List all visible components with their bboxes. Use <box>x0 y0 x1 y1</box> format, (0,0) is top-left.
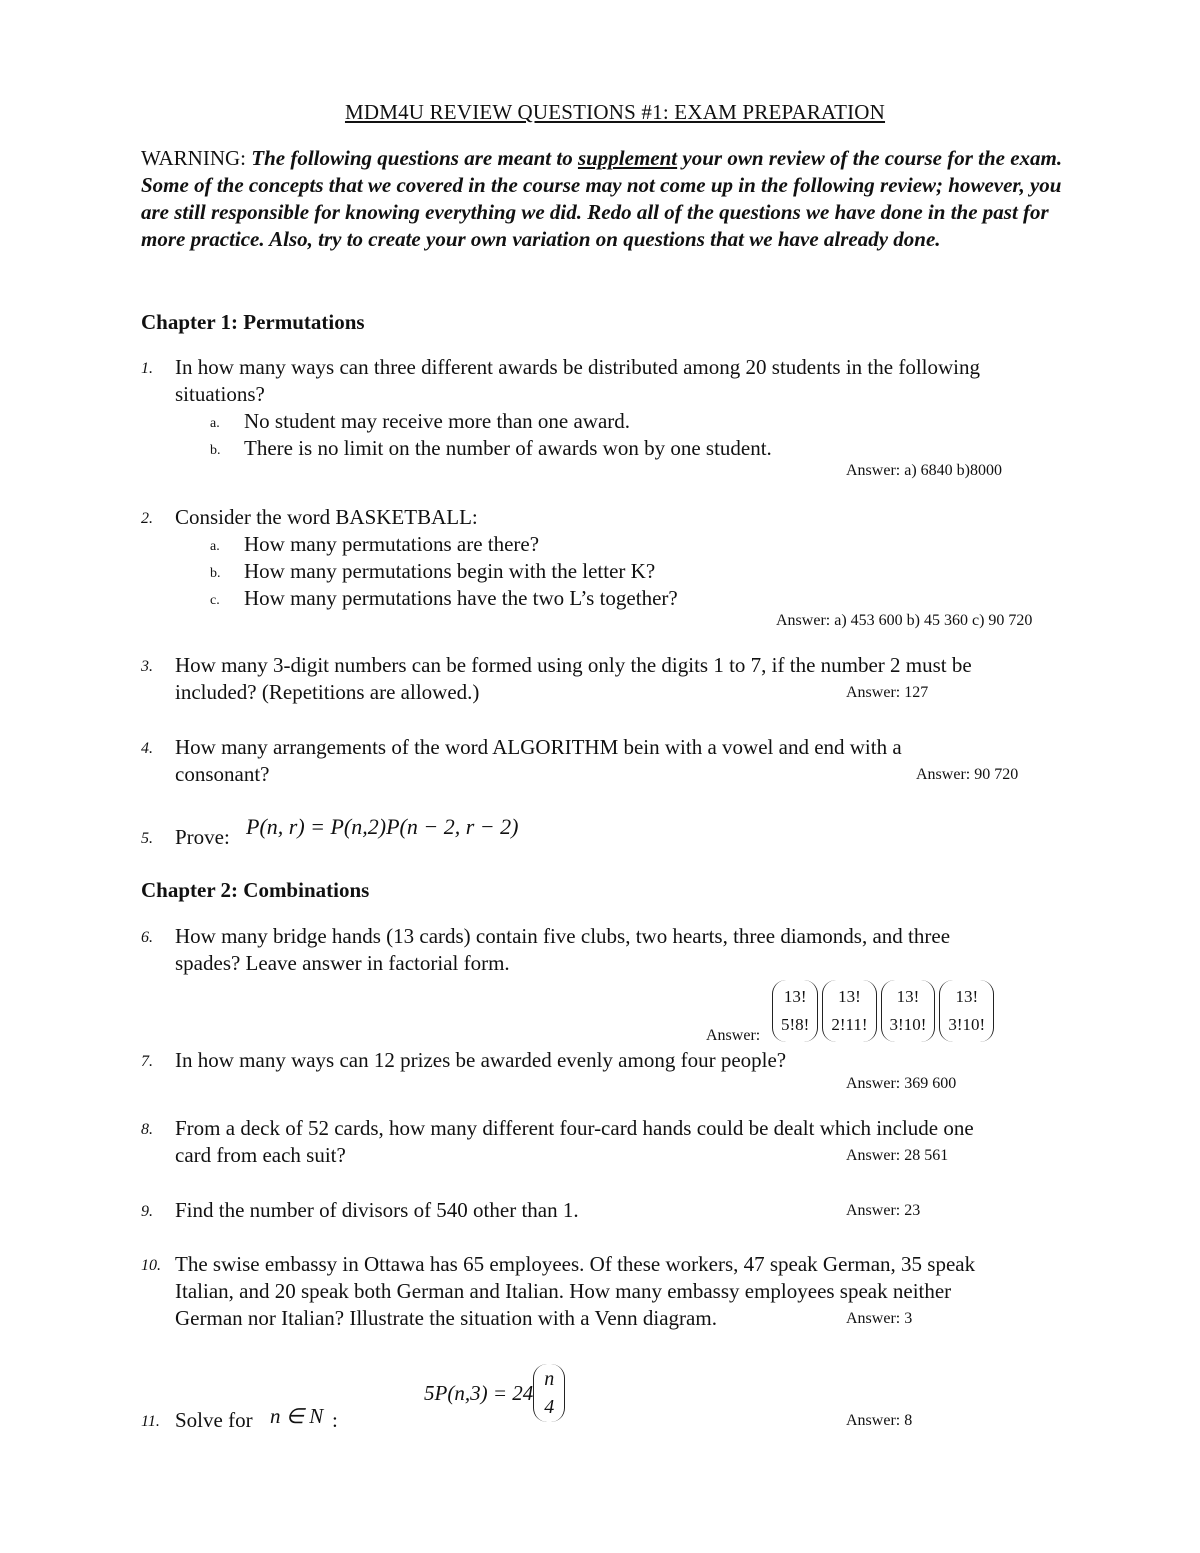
q11-colon: : <box>332 1408 338 1432</box>
warning-emphasis: supplement <box>577 146 678 170</box>
q7-number: 7. <box>141 1053 153 1070</box>
q10-line2: Italian, and 20 speak both German and Italian. How many embassy employees speak neither <box>175 1279 952 1303</box>
q1-line2: situations? <box>175 382 265 406</box>
page-title: MDM4U REVIEW QUESTIONS #1: EXAM PREPARATION <box>344 100 886 124</box>
q9-answer: Answer: 23 <box>846 1202 921 1219</box>
q9-line1: Find the number of divisors of 540 other than 1. <box>175 1198 579 1222</box>
q4-answer: Answer: 90 720 <box>916 766 1019 783</box>
q10-line1: The swise embassy in Ottawa has 65 employees. Of these workers, 47 speak German, 35 speak <box>175 1252 976 1276</box>
warning-label: WARNING: <box>141 146 246 170</box>
q2c-text: How many permutations have the two L’s together? <box>244 586 678 610</box>
q3-answer: Answer: 127 <box>846 684 929 701</box>
q8-number: 8. <box>141 1121 153 1138</box>
q6-fraction-denominator: 5!8! <box>781 1015 810 1034</box>
q2-number: 2. <box>141 510 153 527</box>
q11-number: 11. <box>141 1413 160 1430</box>
q4-line1: How many arrangements of the word ALGORITHM bein with a vowel and end with a <box>175 735 902 759</box>
q8-answer: Answer: 28 561 <box>846 1147 949 1164</box>
q11-line1: Solve for <box>175 1408 253 1432</box>
warning-text-2: your own review of the course for the exam. Some of the concepts that we covered in the course may not come up in the following review; however, you are still responsible for knowing everything we did. Redo all of the questions we have done in the past for more practice. Also, try to create your own variation on questions that we have already done. <box>141 146 1063 251</box>
q2b-letter: b. <box>210 566 221 581</box>
q9-number: 9. <box>141 1203 153 1220</box>
q1b-text: There is no limit on the number of awards won by one student. <box>244 436 772 460</box>
warning-paragraph <box>141 145 1091 253</box>
chapter-2-heading: Chapter 2: Combinations <box>141 878 370 902</box>
q10-answer: Answer: 3 <box>846 1310 913 1327</box>
q6-fraction <box>881 980 936 1042</box>
q8-line2: card from each suit? <box>175 1143 346 1167</box>
q3-number: 3. <box>141 658 153 675</box>
q6-fraction <box>939 980 994 1042</box>
q11-binomial <box>533 1364 565 1422</box>
q8-line1: From a deck of 52 cards, how many different four-card hands could be dealt which include one <box>175 1116 974 1140</box>
q11-equation-left: 5P(n,3) = 24 <box>424 1380 534 1405</box>
q11-equation <box>424 1364 569 1422</box>
q2a-letter: a. <box>210 539 220 554</box>
q11-answer: Answer: 8 <box>846 1412 913 1429</box>
q6-fraction-denominator: 3!10! <box>948 1015 986 1034</box>
q5-number: 5. <box>141 830 153 847</box>
q6-fraction <box>822 980 876 1042</box>
q2c-letter: c. <box>210 593 220 608</box>
q6-line2: spades? Leave answer in factorial form. <box>175 951 510 975</box>
q1a-letter: a. <box>210 416 220 431</box>
q4-line2: consonant? <box>175 762 270 786</box>
q11-binomial-bottom: 4 <box>544 1396 555 1418</box>
q6-answer-expression <box>772 980 998 1042</box>
q6-line1: How many bridge hands (13 cards) contain five clubs, two hearts, three diamonds, and three <box>175 924 951 948</box>
q10-line3: German nor Italian? Illustrate the situation with a Venn diagram. <box>175 1306 717 1330</box>
q6-fraction-numerator: 13! <box>896 987 920 1006</box>
q2a-text: How many permutations are there? <box>244 532 540 556</box>
q6-fraction-denominator: 2!11! <box>831 1015 868 1034</box>
q6-fraction <box>772 980 818 1042</box>
warning-text-1: The following questions are meant to <box>251 146 578 170</box>
q6-fraction-numerator: 13! <box>783 987 807 1006</box>
q7-line1: In how many ways can 12 prizes be awarded evenly among four people? <box>175 1048 787 1072</box>
q3-line1: How many 3-digit numbers can be formed using only the digits 1 to 7, if the number 2 must be <box>175 653 972 677</box>
q1-number: 1. <box>141 360 153 377</box>
q1-line1: In how many ways can three different awards be distributed among 20 students in the following <box>175 355 981 379</box>
q2-answer: Answer: a) 453 600 b) 45 360 c) 90 720 <box>776 612 1033 629</box>
q3-line2: included? (Repetitions are allowed.) <box>175 680 480 704</box>
q6-fraction-denominator: 3!10! <box>889 1015 927 1034</box>
q6-fraction-numerator: 13! <box>955 987 979 1006</box>
q2b-text: How many permutations begin with the letter K? <box>244 559 656 583</box>
q2-line1: Consider the word BASKETBALL: <box>175 505 478 529</box>
q1-answer: Answer: a) 6840 b)8000 <box>846 462 1002 479</box>
q6-fraction-numerator: 13! <box>838 987 861 1006</box>
q5-formula: P(n, r) = P(n,2)P(n − 2, r − 2) <box>246 814 519 839</box>
q4-number: 4. <box>141 740 153 757</box>
q10-number: 10. <box>141 1257 161 1274</box>
q6-answer-label: Answer: <box>706 1027 761 1044</box>
q6-number: 6. <box>141 929 153 946</box>
q7-answer: Answer: 369 600 <box>846 1075 957 1092</box>
q1b-letter: b. <box>210 443 221 458</box>
chapter-1-heading: Chapter 1: Permutations <box>141 310 365 334</box>
q1a-text: No student may receive more than one award. <box>244 409 631 433</box>
q11-set: n ∈ N <box>270 1404 324 1428</box>
q11-binomial-top: n <box>544 1368 555 1390</box>
q5-prove-label: Prove: <box>175 825 230 849</box>
